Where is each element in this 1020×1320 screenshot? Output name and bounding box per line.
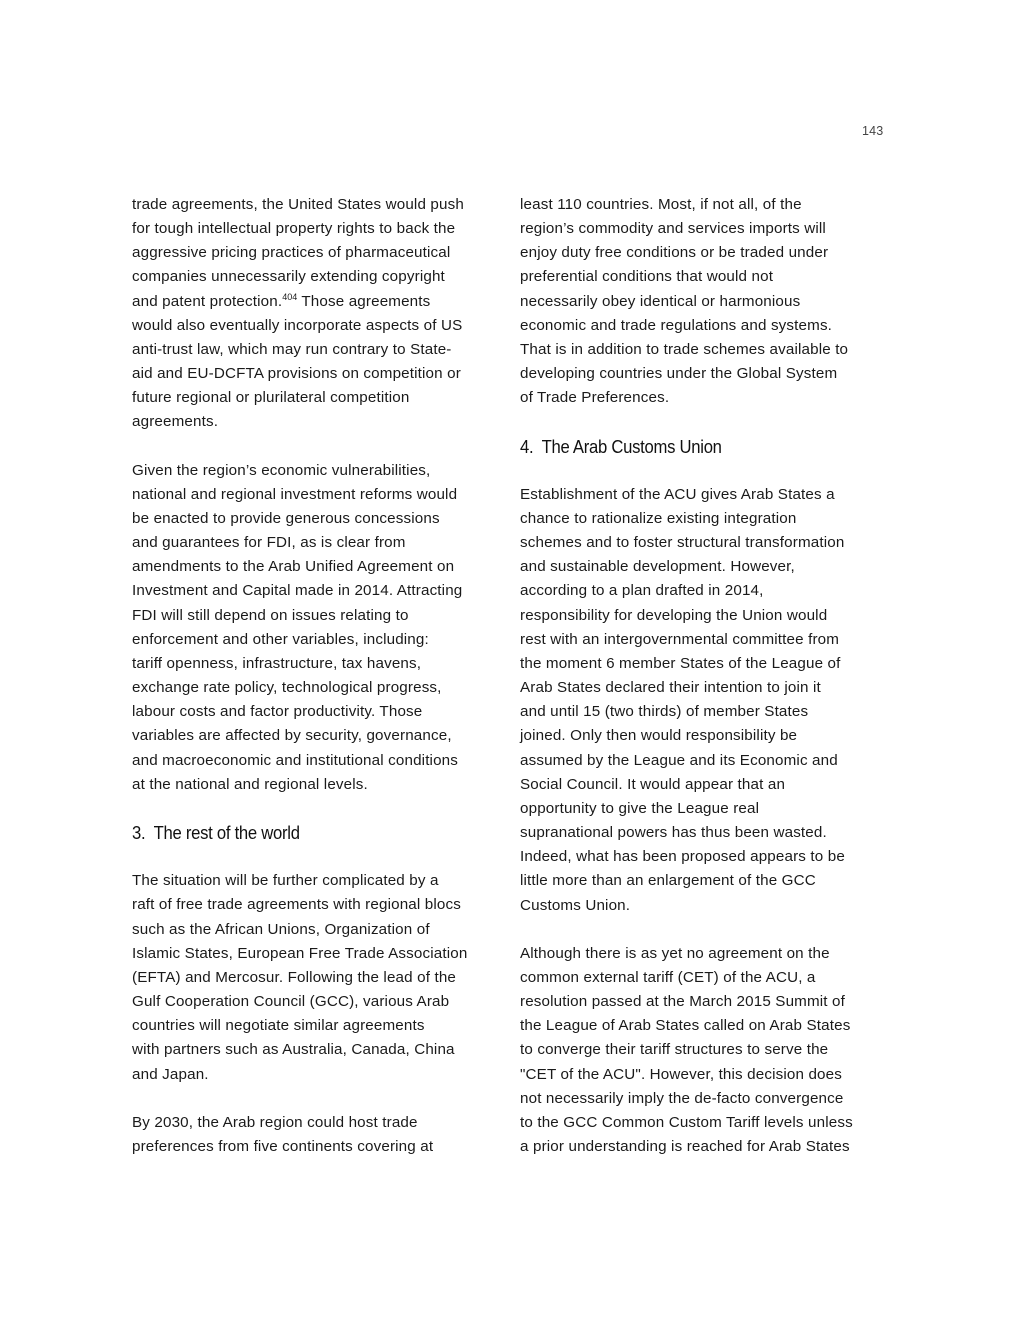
section-heading-arab-customs-union	[520, 435, 855, 459]
text-line: resolution passed at the March 2015 Summit of	[520, 993, 846, 1011]
text-line: agreements.	[132, 413, 219, 431]
text-line: enforcement and other variables, including:	[132, 630, 429, 648]
text-line: the moment 6 member States of the League of	[520, 654, 841, 672]
text-line: amendments to the Arab Unified Agreement on	[132, 558, 455, 576]
text-line: common external tariff (CET) of the ACU, a	[520, 968, 816, 986]
text-line: trade agreements, the United States would push	[132, 196, 464, 213]
text-line: necessarily obey identical or harmonious	[520, 292, 801, 310]
text-line: Given the region’s economic vulnerabilities,	[132, 461, 431, 479]
text-line: to the GCC Common Custom Tariff levels unless	[520, 1113, 853, 1131]
section-number: 4.	[520, 435, 534, 457]
text-line: assumed by the League and its Economic and	[520, 751, 838, 769]
paragraph-spacer	[132, 435, 504, 459]
text-line: joined. Only then would responsibility be	[520, 727, 798, 745]
text-line: and sustainable development. However,	[520, 558, 795, 576]
text-line: with partners such as Australia, Canada, China	[132, 1041, 455, 1059]
text-line: Customs Union.	[520, 896, 631, 914]
paragraph-spacer	[520, 410, 892, 434]
text-line: for tough intellectual property rights to back the	[132, 220, 456, 238]
section-title: The Arab Customs Union	[541, 435, 722, 457]
text-line: supranational powers has thus been wasted.	[520, 824, 827, 842]
text-line: region’s commodity and services imports will	[520, 220, 826, 238]
text-line: responsibility for developing the Union would	[520, 606, 828, 624]
footnote-reference[interactable]: 404	[282, 291, 298, 302]
text-line: economic and trade regulations and systems.	[520, 316, 833, 334]
text-line: little more than an enlargement of the GCC	[520, 872, 816, 890]
text-line: aid and EU-DCFTA provisions on competition or	[132, 365, 461, 383]
text-line: raft of free trade agreements with regional blocs	[132, 896, 461, 914]
left-column	[132, 193, 504, 1159]
text-fragment: and patent protection.	[132, 292, 283, 310]
paragraph-spacer	[132, 845, 504, 869]
text-line: chance to rationalize existing integration	[520, 510, 797, 527]
text-line: Investment and Capital made in 2014. Attracting	[132, 582, 463, 600]
text-line: would also eventually incorporate aspects of US	[132, 316, 463, 334]
paragraph-acu-establishment	[520, 483, 892, 918]
text-line: (EFTA) and Mercosur. Following the lead of the	[132, 968, 457, 986]
right-column	[520, 193, 892, 1159]
text-fragment: Those agreements	[297, 292, 431, 310]
text-line: rest with an intergovernmental committee from	[520, 630, 840, 648]
text-line: of Trade Preferences.	[520, 389, 670, 407]
text-line: to converge their tariff structures to serve the	[520, 1041, 829, 1059]
text-line: anti-trust law, which may run contrary to State-	[132, 340, 452, 358]
text-line: exchange rate policy, technological progress,	[132, 679, 442, 697]
text-line: and guarantees for FDI, as is clear from	[132, 534, 406, 552]
text-line: least 110 countries. Most, if not all, of the	[520, 196, 802, 213]
text-line: FDI will still depend on issues relating to	[132, 606, 409, 624]
text-line: be enacted to provide generous concessions	[132, 510, 440, 528]
text-line: a prior understanding is reached for Arab States	[520, 1138, 850, 1156]
text-line: countries will negotiate similar agreements	[132, 1017, 425, 1035]
text-line: Islamic States, European Free Trade Association	[132, 944, 468, 962]
text-line: schemes and to foster structural transformation	[520, 534, 845, 552]
paragraph-common-external-tariff	[520, 942, 892, 1159]
paragraph-free-trade-agreements	[132, 869, 504, 1086]
text-line: such as the African Unions, Organization of	[132, 920, 430, 938]
section-heading-rest-of-world	[132, 821, 467, 845]
text-line: That is in addition to trade schemes available to	[520, 340, 849, 358]
text-line: developing countries under the Global System	[520, 365, 838, 383]
paragraph-spacer	[132, 1087, 504, 1111]
text-line: national and regional investment reforms would	[132, 485, 458, 503]
text-line: labour costs and factor productivity. Those	[132, 703, 423, 721]
text-line: aggressive pricing practices of pharmaceutical	[132, 244, 451, 262]
text-line: Although there is as yet no agreement on the	[520, 944, 830, 962]
section-number: 3.	[132, 822, 146, 844]
text-line: and Japan.	[132, 1065, 209, 1083]
text-line: By 2030, the Arab region could host trade	[132, 1113, 418, 1131]
paragraph-spacer	[520, 918, 892, 942]
text-line: tariff openness, infrastructure, tax havens,	[132, 654, 422, 672]
paragraph-110-countries	[520, 193, 892, 410]
paragraph-investment-reforms	[132, 459, 504, 797]
text-line: the League of Arab States called on Arab States	[520, 1017, 851, 1035]
text-line: opportunity to give the League real	[520, 799, 760, 817]
text-line: Social Council. It would appear that an	[520, 775, 786, 793]
text-line: according to a plan drafted in 2014,	[520, 582, 764, 600]
section-title: The rest of the world	[153, 822, 300, 844]
text-line	[132, 290, 504, 314]
text-line: at the national and regional levels.	[132, 775, 368, 793]
text-line: and macroeconomic and institutional conditions	[132, 751, 459, 769]
text-line: companies unnecessarily extending copyright	[132, 268, 445, 286]
text-line: future regional or plurilateral competition	[132, 389, 410, 407]
text-line: "CET of the ACU". However, this decision does	[520, 1065, 842, 1083]
paragraph-spacer	[132, 797, 504, 821]
text-line: not necessarily imply the de-facto convergence	[520, 1089, 844, 1107]
page-number: 143	[862, 124, 884, 138]
text-line: Establishment of the ACU gives Arab States a	[520, 485, 835, 503]
text-line: The situation will be further complicated by a	[132, 872, 439, 890]
text-line: preferential conditions that would not	[520, 268, 774, 286]
paragraph-spacer	[520, 459, 892, 483]
text-line: and until 15 (two thirds) of member States	[520, 703, 809, 721]
text-line: enjoy duty free conditions or be traded under	[520, 244, 829, 262]
paragraph-trade-preferences-2030	[132, 1111, 504, 1159]
text-line: preferences from five continents covering at	[132, 1138, 434, 1156]
paragraph-ip-rights	[132, 193, 504, 435]
text-line: Indeed, what has been proposed appears to be	[520, 848, 845, 866]
text-line: variables are affected by security, governance,	[132, 727, 452, 745]
text-line: Gulf Cooperation Council (GCC), various Arab	[132, 993, 450, 1011]
text-line: Arab States declared their intention to join it	[520, 679, 821, 697]
